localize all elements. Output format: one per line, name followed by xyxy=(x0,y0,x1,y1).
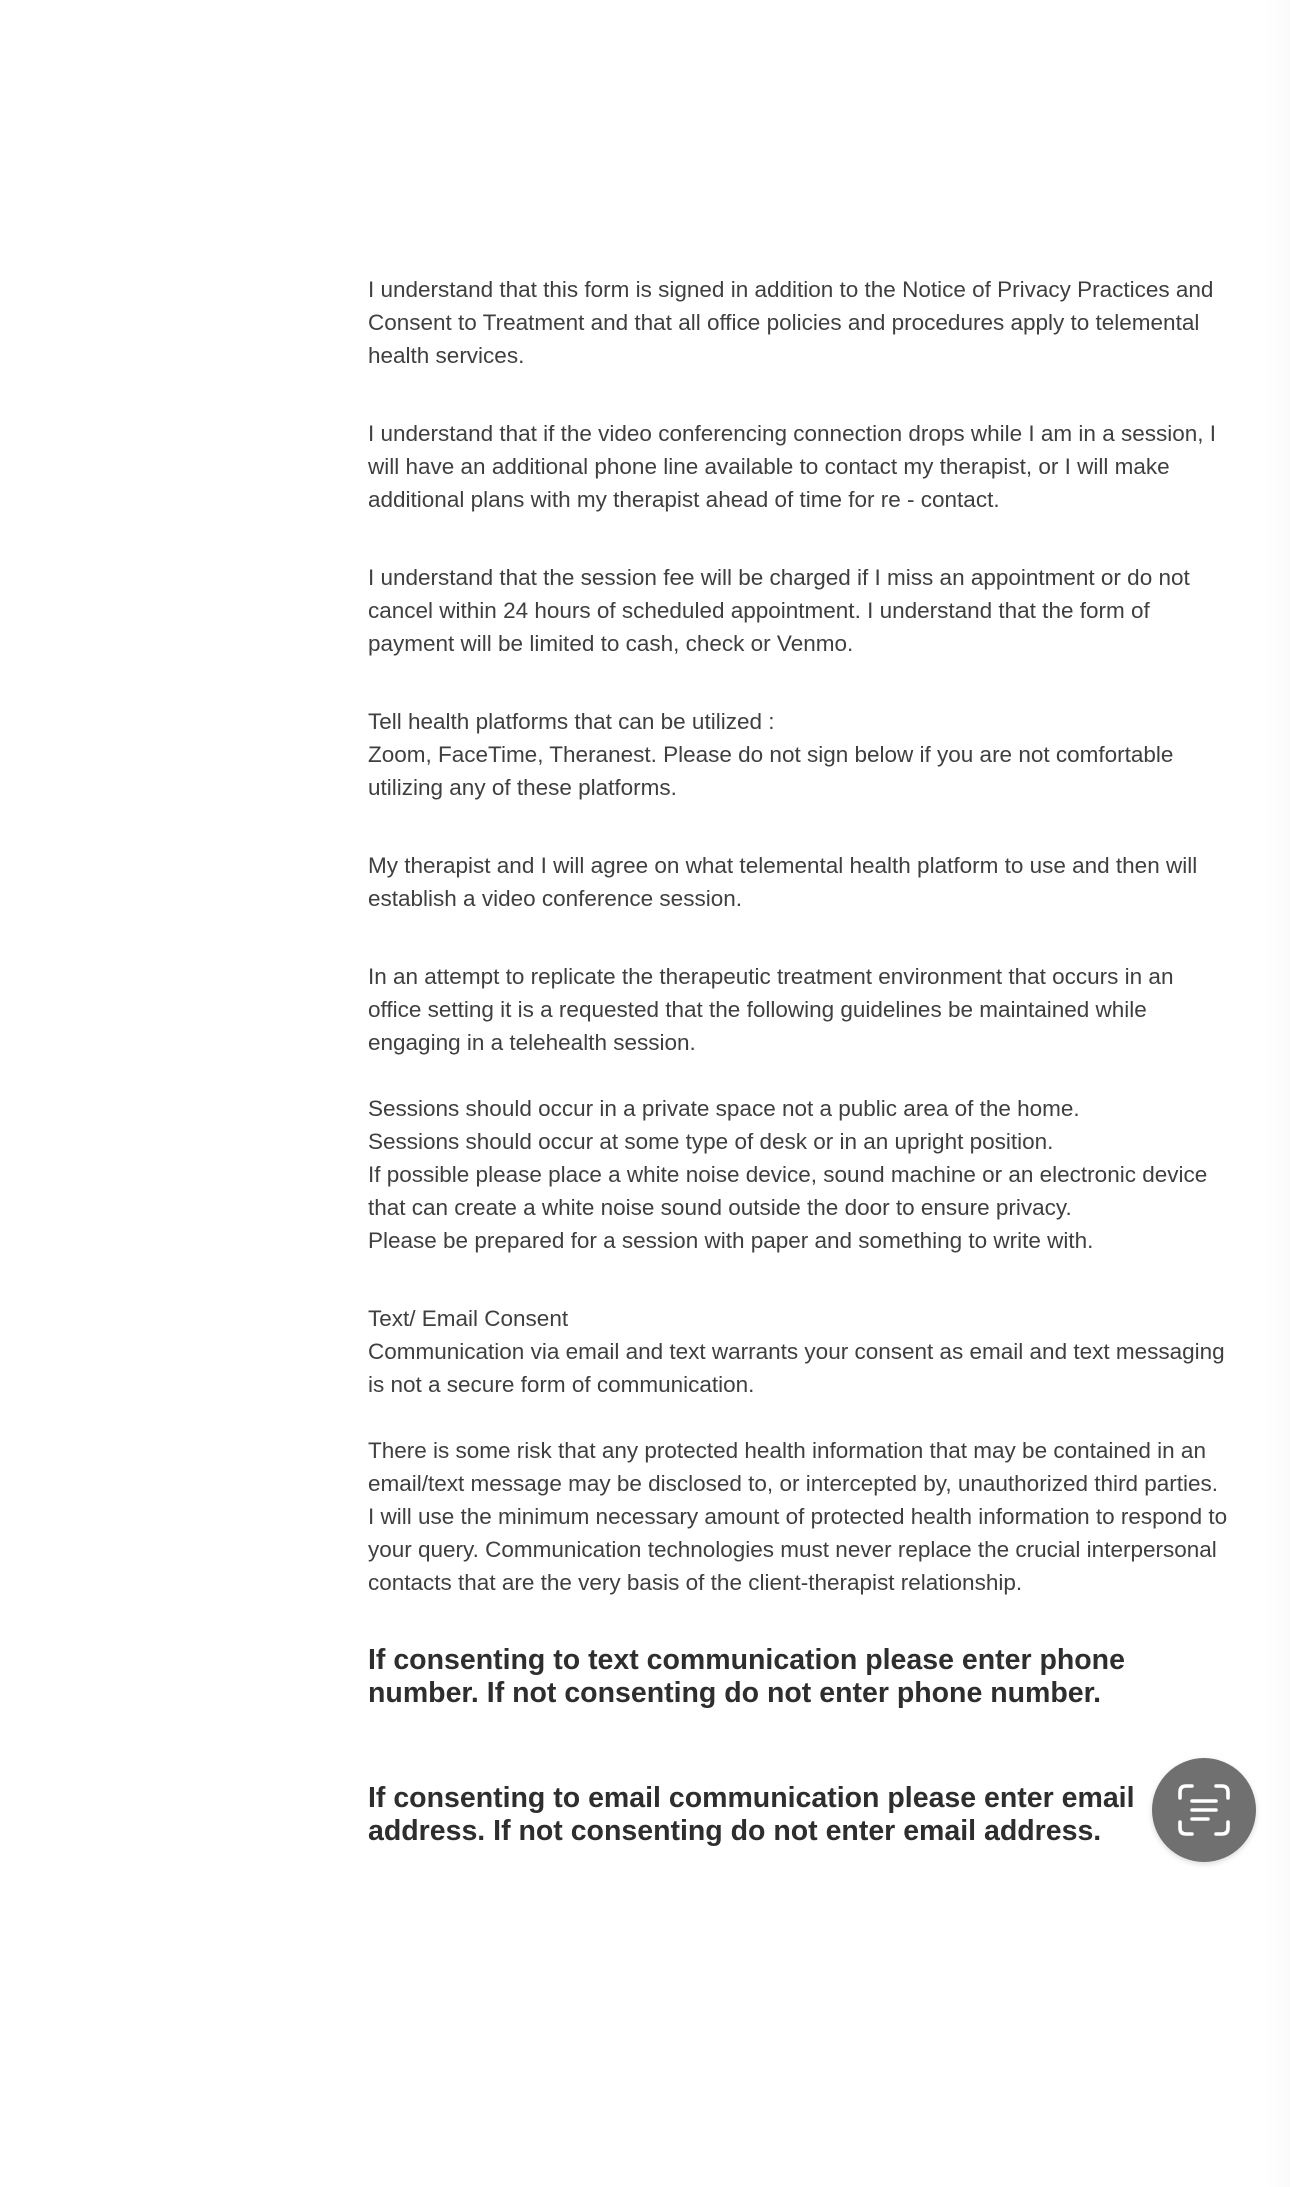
text-line: engaging in a telehealth session. xyxy=(368,1030,696,1055)
heading-line: If consenting to email communication please enter email xyxy=(368,1782,1135,1814)
text-line: My therapist and I will agree on what telemental health platform to use and then will xyxy=(368,853,1198,878)
text-line: Tell health platforms that can be utilized : xyxy=(368,709,775,734)
text-line: additional plans with my therapist ahead of time for re - contact. xyxy=(368,487,1000,512)
text-line: is not a secure form of communication. xyxy=(368,1372,755,1397)
live-text-scan-icon xyxy=(1174,1780,1234,1840)
text-line: that can create a white noise sound outside the door to ensure privacy. xyxy=(368,1195,1072,1220)
text-line: In an attempt to replicate the therapeutic treatment environment that occurs in an xyxy=(368,964,1174,989)
heading-line: number. If not consenting do not enter phone number. xyxy=(368,1677,1102,1709)
paragraph-treatment-environment xyxy=(368,960,1256,1059)
text-line: email/text message may be disclosed to, or intercepted by, unauthorized third parties. xyxy=(368,1471,1219,1496)
text-line: Text/ Email Consent xyxy=(368,1306,569,1331)
text-line: I understand that this form is signed in addition to the Notice of Privacy Practices and xyxy=(368,277,1214,302)
text-line: utilizing any of these platforms. xyxy=(368,775,677,800)
text-line: Consent to Treatment and that all office policies and procedures apply to telemental xyxy=(368,310,1200,335)
paragraph-privacy-notice xyxy=(368,273,1256,372)
text-line: There is some risk that any protected health information that may be contained in an xyxy=(368,1438,1206,1463)
text-line: establish a video conference session. xyxy=(368,886,742,911)
heading-line: address. If not consenting do not enter email address. xyxy=(368,1815,1102,1847)
text-line: I will use the minimum necessary amount of protected health information to respond to xyxy=(368,1504,1228,1529)
phone-consent-heading xyxy=(368,1644,1256,1710)
text-line: health services. xyxy=(368,343,525,368)
heading-line: If consenting to text communication please enter phone xyxy=(368,1644,1125,1676)
text-line: office setting it is a requested that the following guidelines be maintained while xyxy=(368,997,1147,1022)
text-line: will have an additional phone line available to contact my therapist, or I will make xyxy=(368,454,1170,479)
text-line: contacts that are the very basis of the client-therapist relationship. xyxy=(368,1570,1023,1595)
paragraph-platforms xyxy=(368,705,1256,804)
text-line: Please be prepared for a session with paper and something to write with. xyxy=(368,1228,1094,1253)
paragraph-platform-agreement xyxy=(368,849,1256,915)
text-line: cancel within 24 hours of scheduled appointment. I understand that the form of xyxy=(368,598,1150,623)
text-line: Communication via email and text warrants your consent as email and text messaging xyxy=(368,1339,1225,1364)
consent-document xyxy=(368,273,1256,1920)
text-line: If possible please place a white noise device, sound machine or an electronic device xyxy=(368,1162,1208,1187)
live-text-button[interactable] xyxy=(1152,1758,1256,1862)
text-line: your query. Communication technologies must never replace the crucial interpersonal xyxy=(368,1537,1217,1562)
text-line: I understand that if the video conferencing connection drops while I am in a session, I xyxy=(368,421,1217,446)
paragraph-risk-disclosure xyxy=(368,1434,1256,1599)
text-line: I understand that the session fee will be charged if I miss an appointment or do not xyxy=(368,565,1190,590)
paragraph-session-fee xyxy=(368,561,1256,660)
text-line: Zoom, FaceTime, Theranest. Please do not sign below if you are not comfortable xyxy=(368,742,1174,767)
paragraph-connection-drop xyxy=(368,417,1256,516)
text-line: Sessions should occur in a private space not a public area of the home. xyxy=(368,1096,1080,1121)
paragraph-text-email-consent xyxy=(368,1302,1256,1401)
email-consent-heading xyxy=(368,1782,1256,1848)
text-line: Sessions should occur at some type of desk or in an upright position. xyxy=(368,1129,1054,1154)
text-line: payment will be limited to cash, check or Venmo. xyxy=(368,631,854,656)
paragraph-session-guidelines xyxy=(368,1092,1256,1257)
page-edge-shade xyxy=(1266,0,1290,2187)
